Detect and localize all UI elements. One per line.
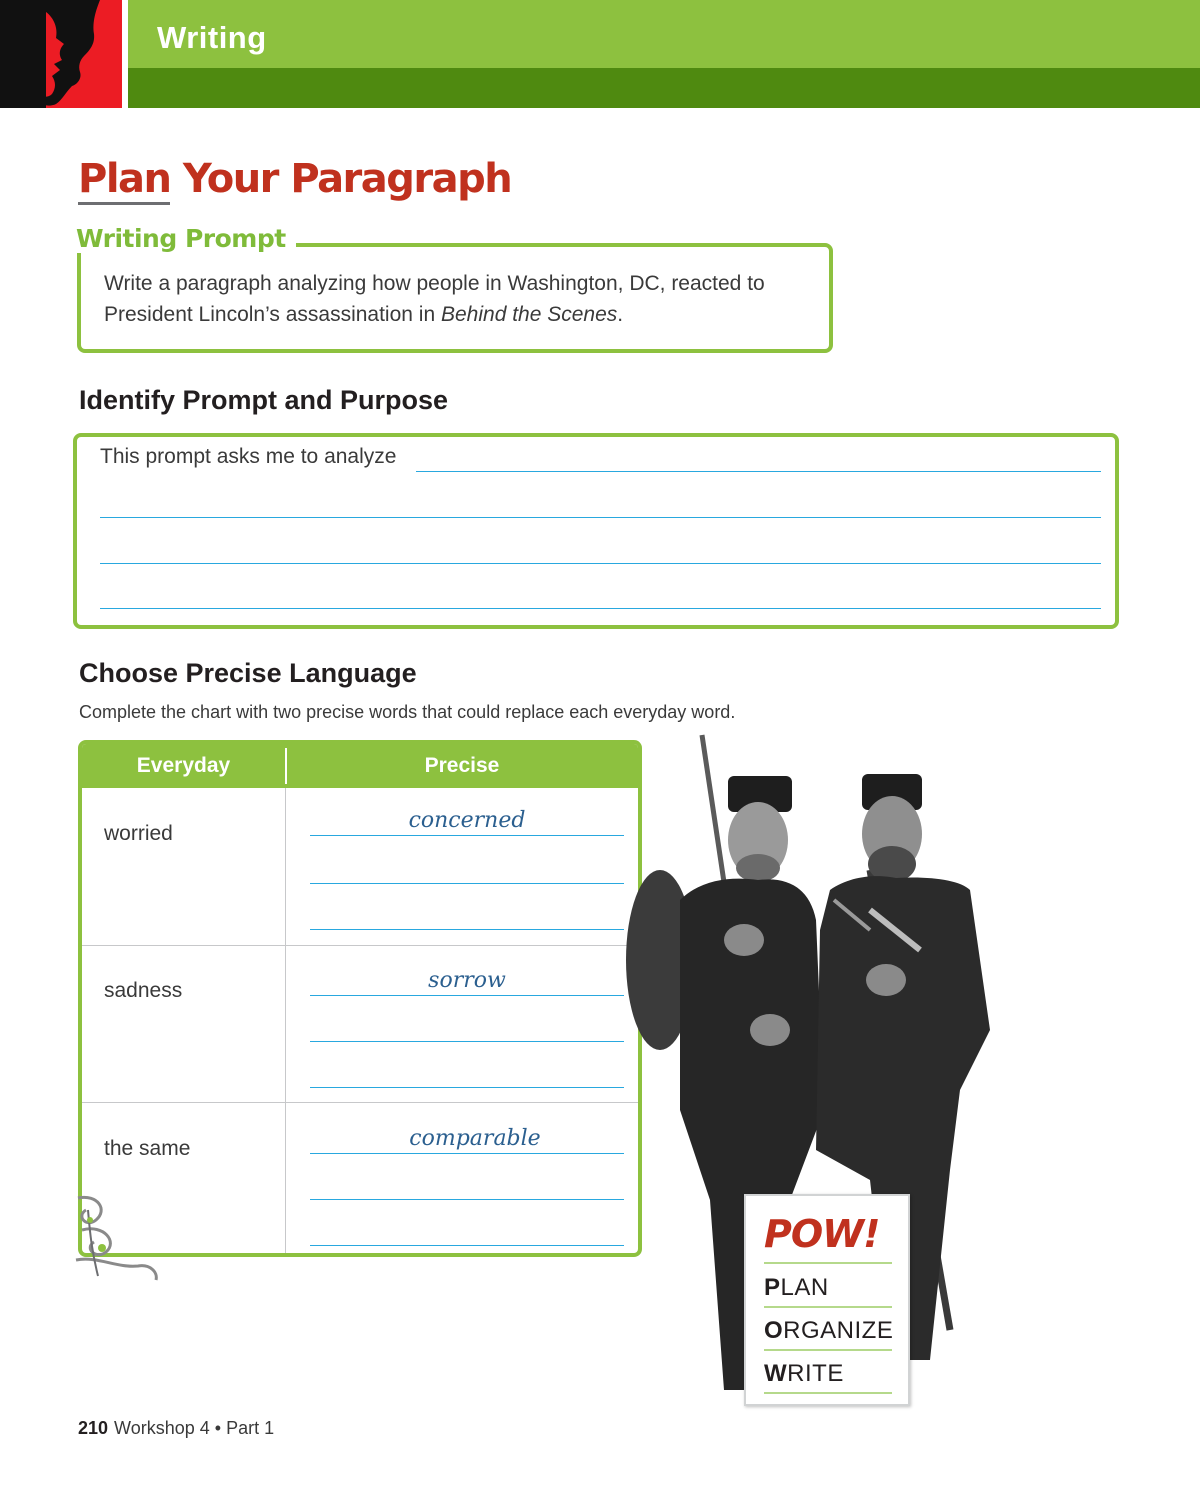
everyday-word: worried (104, 822, 173, 845)
header-bar (128, 0, 1200, 68)
pow-divider (764, 1262, 892, 1264)
answer-line[interactable] (310, 1199, 624, 1200)
answer-line[interactable] (310, 1153, 624, 1154)
pow-card (744, 1194, 910, 1406)
precise-word-handwritten: concerned (408, 808, 526, 833)
page-footer (78, 1418, 274, 1439)
column-divider (285, 788, 286, 1253)
answer-line[interactable] (310, 1041, 624, 1042)
column-header-everyday: Everyday (136, 754, 231, 777)
language-instructions: Complete the chart with two precise words that could replace each everyday word. (79, 702, 736, 722)
scroll-ornament-icon (68, 1190, 163, 1285)
writing-prompt-label: Writing Prompt (76, 224, 296, 253)
precise-word-handwritten: comparable (409, 1126, 541, 1151)
header-bar-lower (128, 68, 1200, 108)
pow-item-plan (764, 1274, 829, 1302)
pow-title: POW! (764, 1212, 880, 1256)
answer-line[interactable] (416, 471, 1101, 472)
purpose-heading: Identify Prompt and Purpose (79, 385, 449, 415)
pow-rest: LAN (780, 1274, 829, 1301)
prompt-text-main: Write a paragraph analyzing how people in Washington, DC, reacted to President Lincoln’s assassination in (104, 272, 765, 326)
row-divider (82, 945, 638, 946)
answer-line[interactable] (100, 608, 1101, 609)
prompt-text-end: . (617, 303, 624, 326)
answer-line[interactable] (310, 995, 624, 996)
answer-line[interactable] (100, 563, 1101, 564)
prompt-text-title: Behind the Scenes (440, 303, 618, 326)
precise-word-handwritten: sorrow (428, 968, 506, 993)
pow-rest: RGANIZE (783, 1317, 894, 1344)
pow-divider (764, 1306, 892, 1308)
pow-divider (764, 1349, 892, 1351)
answer-line[interactable] (310, 929, 624, 930)
purpose-lead-text: This prompt asks me to analyze (100, 445, 397, 468)
row-divider (82, 1102, 638, 1103)
column-header-precise: Precise (424, 754, 500, 777)
page-number: 210 (78, 1418, 109, 1438)
answer-line[interactable] (310, 835, 624, 836)
pow-item-write (764, 1360, 844, 1388)
pow-initial: O (764, 1317, 784, 1344)
answer-line[interactable] (310, 883, 624, 884)
pow-divider (764, 1392, 892, 1394)
pow-item-organize (764, 1317, 893, 1345)
answer-line[interactable] (310, 1245, 624, 1246)
pow-rest: RITE (787, 1360, 844, 1387)
everyday-word: the same (104, 1137, 191, 1160)
pow-initial: W (764, 1360, 788, 1387)
answer-line[interactable] (310, 1087, 624, 1088)
section-title: Writing (157, 20, 267, 55)
silhouette-icon (0, 0, 122, 108)
section-icon (0, 0, 122, 108)
answer-line[interactable] (100, 517, 1101, 518)
page-title: Plan Your Paragraph (78, 156, 512, 202)
word-chart (78, 740, 642, 1257)
title-underline (78, 202, 170, 205)
writing-prompt-text (104, 268, 814, 330)
everyday-word: sadness (104, 979, 183, 1002)
language-heading: Choose Precise Language (79, 658, 417, 688)
pow-initial: P (764, 1274, 781, 1301)
footer-text: Workshop 4 • Part 1 (114, 1418, 275, 1438)
